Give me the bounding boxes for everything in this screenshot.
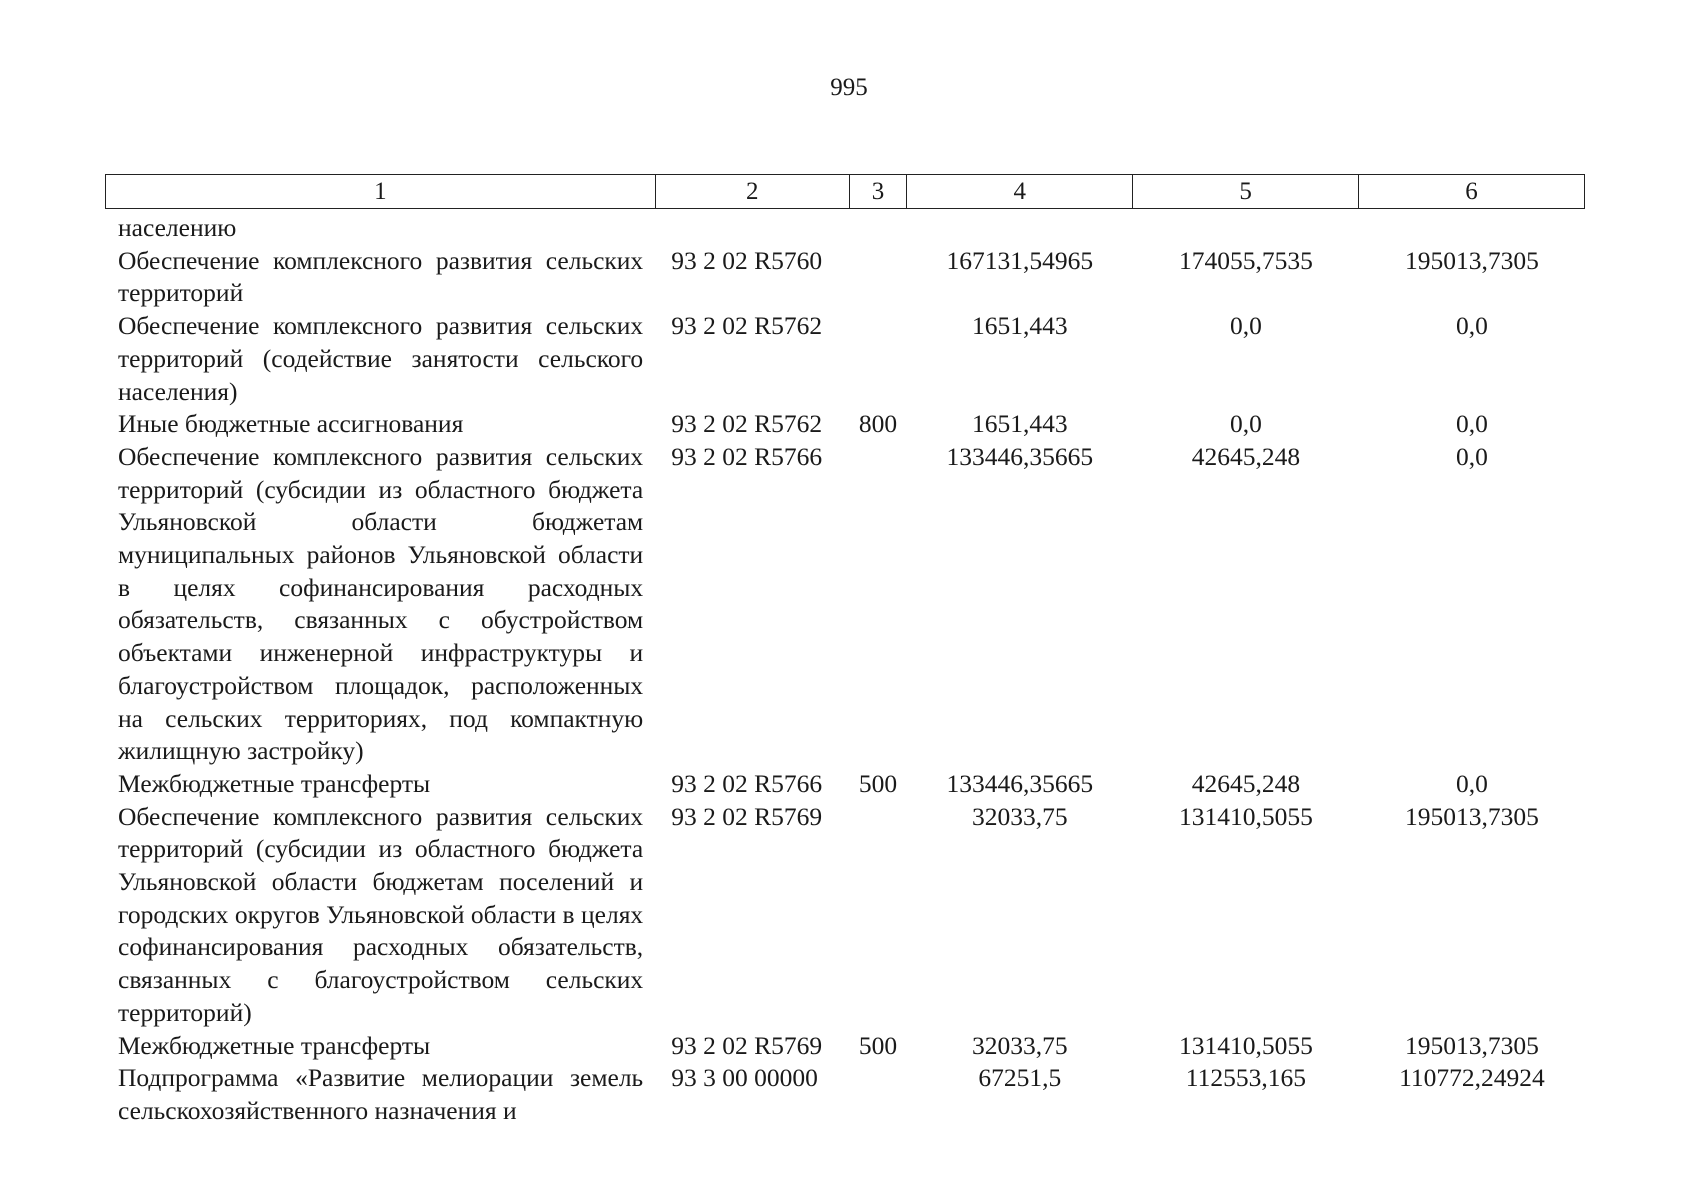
row-value-2: 42645,248 <box>1191 768 1301 798</box>
row-value-1: 67251,5 <box>978 1063 1062 1093</box>
row-vr <box>849 1062 907 1127</box>
row-value-2: 0,0 <box>1229 409 1262 439</box>
row-value-1: 1651,443 <box>972 409 1068 439</box>
row-vr <box>849 212 907 245</box>
row-value-2: 131410,5055 <box>1178 801 1313 831</box>
row-value-3: 110772,24924 <box>1399 1063 1545 1093</box>
row-code <box>655 212 849 245</box>
row-code: 93 2 02 R5769 <box>671 801 823 831</box>
header-col-5: 5 <box>1133 175 1359 209</box>
header-col-3: 3 <box>849 175 907 209</box>
row-name: Подпрограмма «Развитие мелиорации земель сельскохозяйственного назначения и <box>118 1063 644 1125</box>
row-value-1: 133446,35665 <box>946 441 1094 471</box>
row-value-1: 133446,35665 <box>946 768 1094 798</box>
budget-table <box>105 212 1585 1128</box>
table-row <box>105 212 1585 245</box>
table-row <box>105 245 1585 310</box>
row-name: Межбюджетные трансферты <box>118 1030 431 1060</box>
table-row <box>105 1062 1585 1127</box>
row-value-3: 0,0 <box>1456 768 1488 798</box>
row-code: 93 2 02 R5760 <box>671 245 823 275</box>
table-row <box>105 441 1585 768</box>
row-name: Иные бюджетные ассигнования <box>118 409 464 439</box>
row-value-1: 32033,75 <box>972 1030 1068 1060</box>
row-value-2: 112553,165 <box>1185 1063 1306 1093</box>
row-name: населению <box>118 213 237 242</box>
row-value-2: 131410,5055 <box>1178 1030 1313 1060</box>
row-name: Обеспечение комплексного развития сельских территорий (субсидии из областного бюджета Ульяновской области бюджетам поселений и городских округов Ульяновской области в целях софинансирования расходных обязательств, связанных с благоустройством сельских территорий) <box>118 801 644 1027</box>
row-code: 93 2 02 R5766 <box>671 768 823 798</box>
row-code: 93 2 02 R5762 <box>671 409 823 439</box>
row-value-3: 0,0 <box>1456 441 1488 471</box>
table-row <box>105 408 1585 441</box>
row-value-2: 0,0 <box>1229 311 1262 341</box>
row-value-3: 195013,7305 <box>1405 801 1539 831</box>
row-vr <box>849 801 907 1030</box>
row-name: Обеспечение комплексного развития сельских территорий (субсидии из областного бюджета Ульяновской области бюджетам муниципальных районов Ульяновской области в целях софинансирования расходных обязательств, связанных с обустройством объектами инженерной инфраструктуры и благоустройством площадок, расположенных на сельских территориях, под компактную жилищную застройку) <box>118 441 644 766</box>
header-col-2: 2 <box>655 175 849 209</box>
header-col-4: 4 <box>907 175 1133 209</box>
row-value-2: 174055,7535 <box>1178 245 1313 275</box>
row-value-3: 0,0 <box>1456 409 1488 439</box>
row-value-2: 42645,248 <box>1191 441 1301 471</box>
row-value-2 <box>1133 212 1359 245</box>
row-name: Обеспечение комплексного развития сельских территорий <box>118 245 644 308</box>
row-value-1 <box>907 212 1133 245</box>
row-value-1: 167131,54965 <box>946 245 1094 275</box>
row-name: Обеспечение комплексного развития сельских территорий (содействие занятости сельского населения) <box>118 311 644 406</box>
table-header <box>105 174 1585 209</box>
row-code: 93 2 02 R5769 <box>671 1030 823 1060</box>
row-name: Межбюджетные трансферты <box>118 768 431 798</box>
row-value-3: 0,0 <box>1456 311 1488 341</box>
row-value-1: 32033,75 <box>972 801 1068 831</box>
row-code: 93 2 02 R5762 <box>671 311 823 341</box>
header-col-1: 1 <box>106 175 656 209</box>
table-row <box>105 801 1585 1030</box>
header-col-6: 6 <box>1359 175 1585 209</box>
row-vr <box>849 310 907 408</box>
row-vr <box>849 245 907 310</box>
row-value-3 <box>1359 212 1585 245</box>
row-vr: 800 <box>858 409 898 439</box>
row-vr <box>849 441 907 768</box>
row-value-3: 195013,7305 <box>1405 1030 1539 1060</box>
row-code: 93 3 00 00000 <box>671 1063 818 1093</box>
row-vr: 500 <box>858 768 898 798</box>
table-row <box>105 310 1585 408</box>
page-number: 995 <box>830 74 868 101</box>
row-value-1: 1651,443 <box>972 311 1068 341</box>
table-row <box>105 1030 1585 1063</box>
row-value-3: 195013,7305 <box>1405 245 1539 275</box>
row-code: 93 2 02 R5766 <box>671 441 823 471</box>
table-row <box>105 768 1585 801</box>
row-vr: 500 <box>858 1030 898 1060</box>
